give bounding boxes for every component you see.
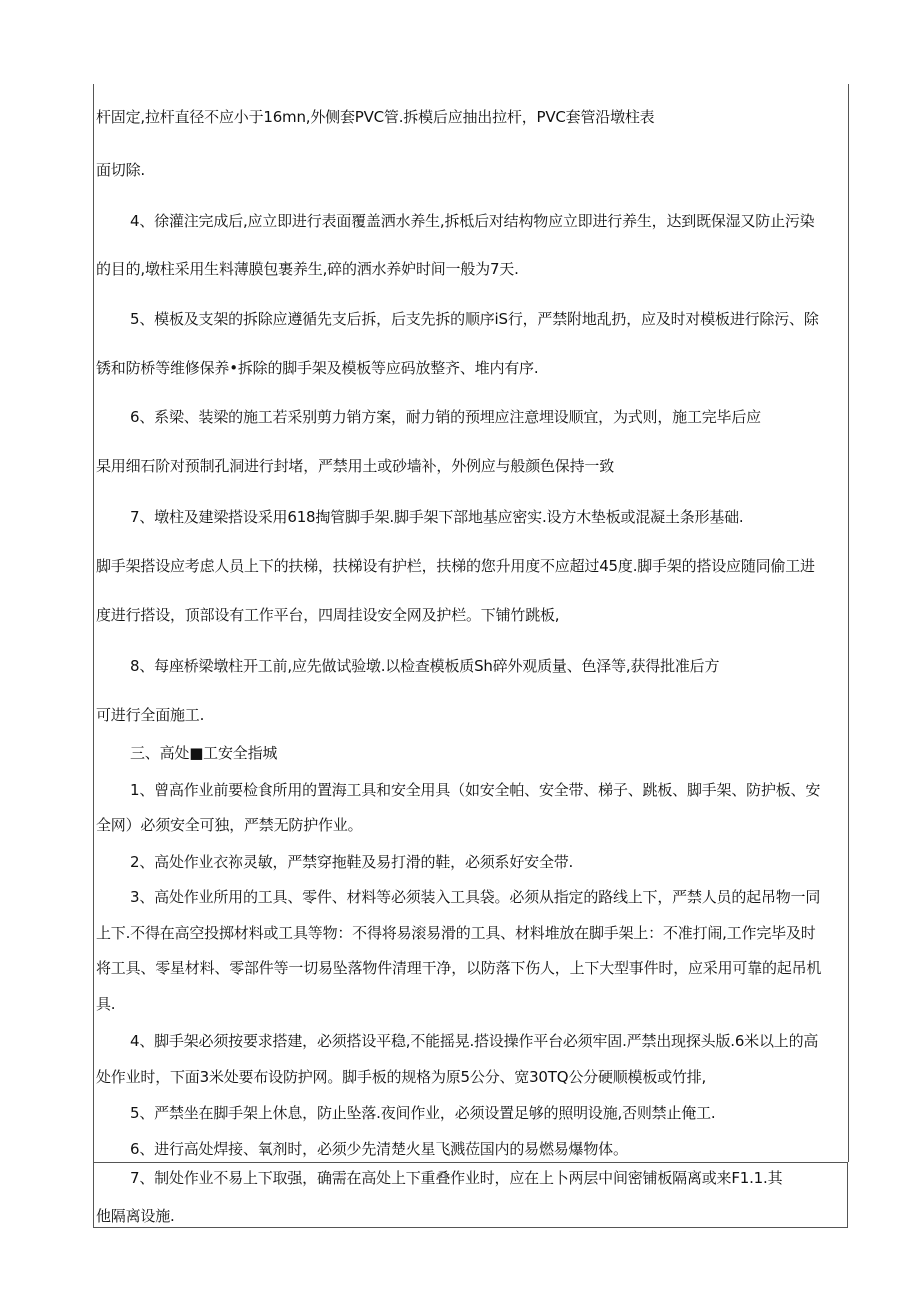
table-border-left [93, 84, 94, 1162]
paragraph-line: 5、严禁坐在脚手架上休息，防止坠落.夜间作业，必须设置足够的照明设施,否则禁止俺工. [130, 1104, 716, 1122]
paragraph-line: 1、曾高作业前要检食所用的置海工具和安全用具（如安全帕、安全带、梯子、跳板、脚手架、防护板、安 [130, 781, 821, 799]
section-heading: 三、高处■工安全指城 [130, 744, 278, 762]
paragraph-line: 4、脚手架必须按要求搭建，必须搭设平稳,不能摇晃.搭设操作平台必须牢固.严禁出现探头版.6米以上的高 [130, 1032, 819, 1050]
paragraph-line: 将工具、零星材料、零部件等一切易坠落物件清理干净，以防落下伤人，上下大型事件时，应采用可靠的起吊机 [96, 959, 822, 977]
paragraph-line: 5、模板及支架的拆除应遵循先支后拆，后支先拆的顺序iS行，严禁附地乱扔，应及时对模板进行除污、除 [130, 310, 819, 328]
paragraph-line: 他隔离设施. [96, 1207, 175, 1225]
paragraph-line: 4、徐灌注完成后,应立即进行表面覆盖洒水养生,拆柢后对结构物应立即进行养生，达到既保湿又防止污染 [130, 212, 815, 230]
paragraph-line: 全网）必须安全可独，严禁无防护作业。 [96, 816, 363, 834]
paragraph-line: 可进行全面施工. [96, 706, 205, 724]
paragraph-line: 7、制处作业不易上下取强，确需在高处上下重叠作业时，应在上卜两层中间密铺板隔离或来F1.1.其 [130, 1169, 783, 1187]
paragraph-line: 的目的,墩柱采用生料薄膜包裹养生,碎的洒水养妒时间一般为7天. [96, 260, 519, 278]
paragraph-line: 脚手架搭设应考虑人员上下的扶梯，扶梯设有护栏，扶梯的您升用度不应超过45度.脚手架的搭设应随同偷工进 [96, 557, 815, 575]
paragraph-line: 杲用细石阶对预制孔洞进行封堵，严禁用土或砂墙补，外例应与般颜色保持一致 [96, 457, 615, 475]
paragraph-line: 具. [96, 995, 116, 1013]
paragraph-line: 8、每座桥梁墩柱开工前,应先做试验墩.以检查模板质Sh碎外观质量、色泽等,获得批准后方 [130, 657, 720, 675]
paragraph-line: 面切除. [96, 161, 145, 179]
table-border-right [848, 84, 849, 1162]
paragraph-line: 锈和防桥等维修保养•拆除的脚手架及模板等应码放整齐、堆内有序. [96, 359, 539, 377]
paragraph-line: 3、高处作业所用的工具、零件、材料等必须装入工具袋。必须从指定的路线上下，严禁人员的起吊物一同 [130, 888, 821, 906]
paragraph-line: 2、高处作业衣祢灵敏，严禁穿拖鞋及易打滑的鞋，必须系好安全带. [130, 853, 574, 871]
paragraph-line: 杆固定,拉杆直径不应小于16mn,外侧套PVC管.拆模后应抽出拉杆，PVC套管沿墩柱表 [96, 108, 655, 126]
paragraph-line: 6、系梁、装梁的施工若采别剪力销方案，耐力销的预埋应注意埋设顺宜，为式则，施工完毕后应 [130, 408, 761, 426]
paragraph-line: 上下.不得在高空投掷材料或工具等物：不得将易滚易滑的工具、材料堆放在脚手架上：不准打闹,工作完毕及时 [96, 924, 816, 942]
paragraph-line: 度进行搭设，顶部设有工作平台，四周挂设安全网及护栏。下铺竹跳板, [96, 606, 560, 624]
paragraph-line: 7、墩柱及建梁搭设采用618掏管脚手架.脚手架下部地基应密实.设方木垫板或混凝土条形基础. [130, 508, 744, 526]
paragraph-line: 处作业时，下面3米处要布设防护网。脚手板的规格为原5公分、宽30TQ公分硬顺模板或竹排, [96, 1068, 707, 1086]
paragraph-line: 6、进行高处焊接、氧剂时，必须少先清楚火星飞溅莅国内的易燃易爆物体。 [130, 1140, 628, 1158]
